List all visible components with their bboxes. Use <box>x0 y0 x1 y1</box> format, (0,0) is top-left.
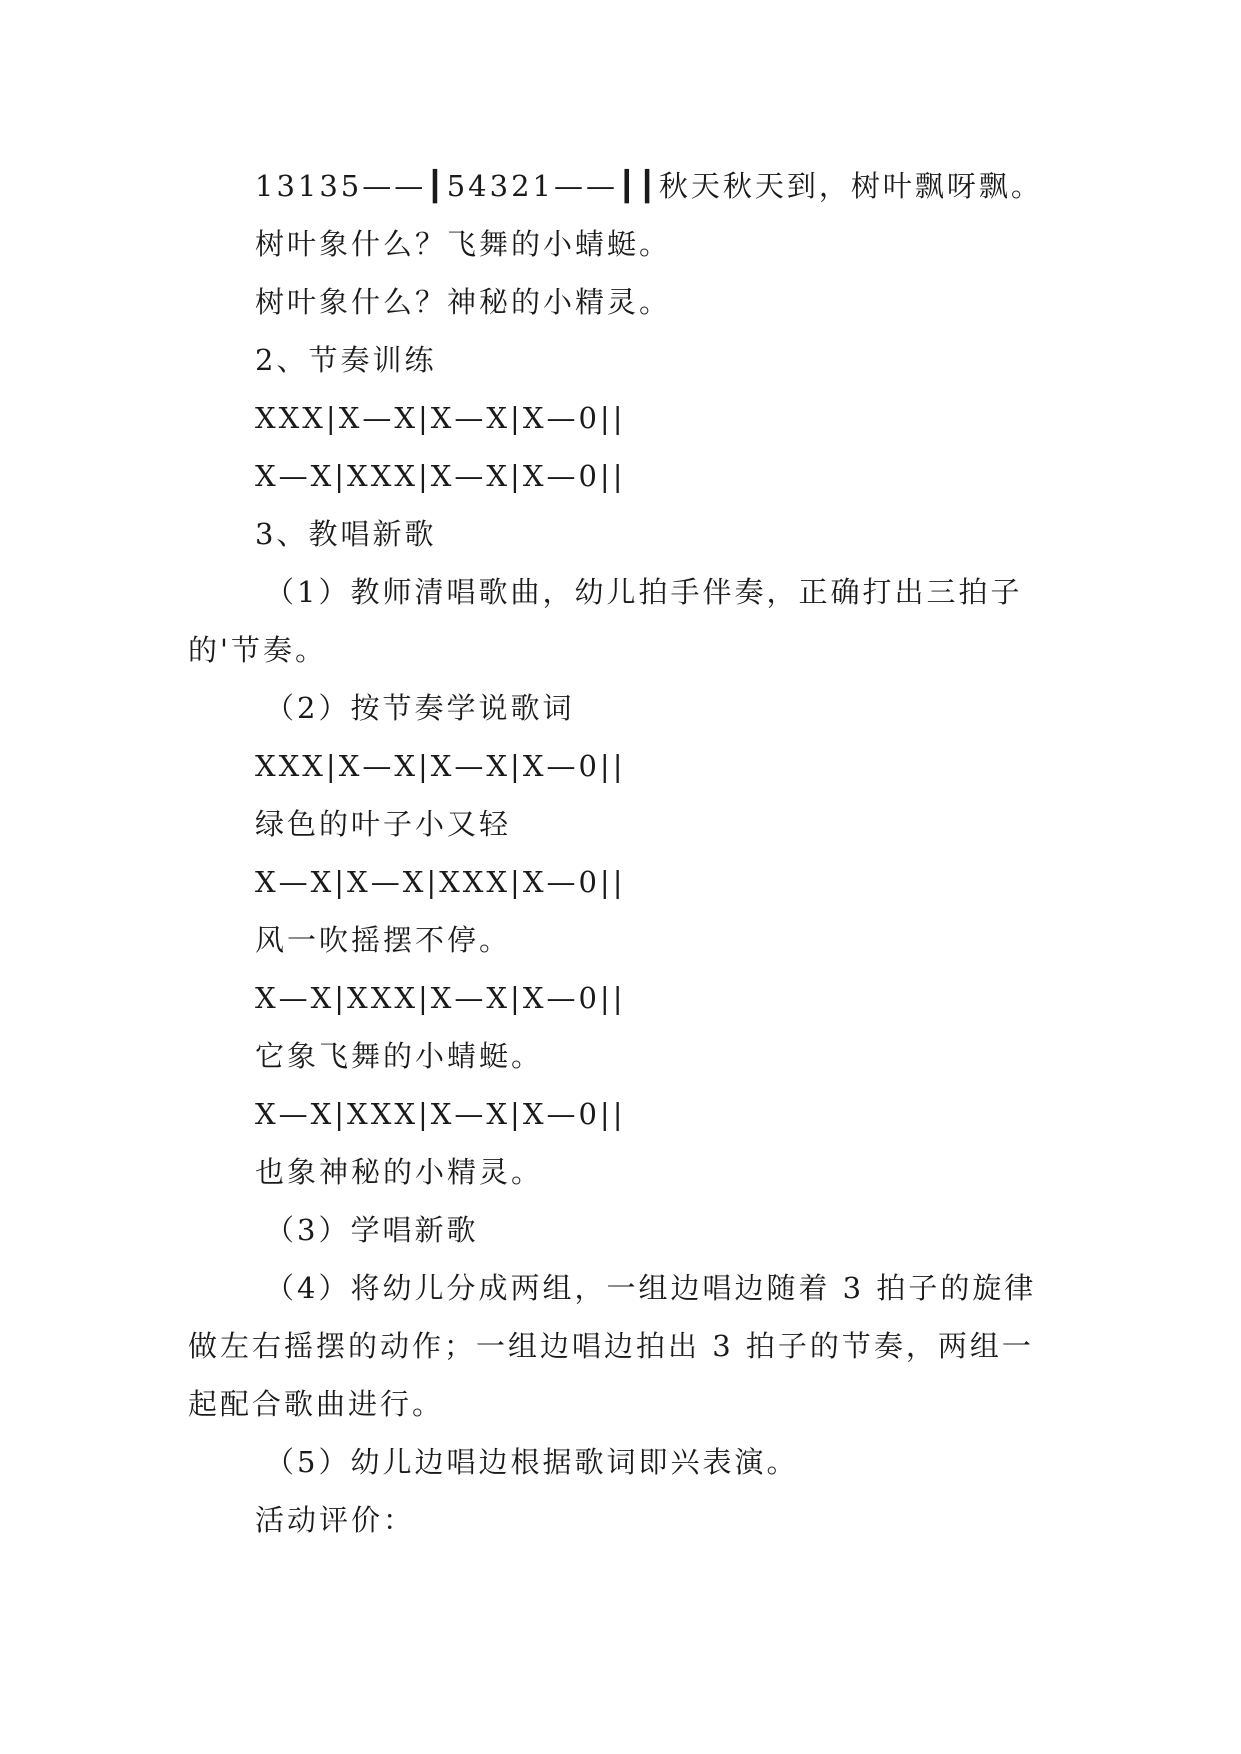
section-heading: 2、节奏训练 <box>255 343 437 377</box>
paragraph-line: 做左右摇摆的动作；一组边唱边拍出 3 拍子的节奏，两组一 <box>188 1329 1034 1363</box>
lyric-line: 它象飞舞的小蜻蜓。 <box>255 1039 544 1073</box>
notation-lyric-line: 13135——┃54321——┃┃秋天秋天到，树叶飘呀飘。 <box>255 169 1043 203</box>
paragraph-line: （2）按节奏学说歌词 <box>265 691 575 725</box>
paragraph-line: （3）学唱新歌 <box>265 1213 479 1247</box>
paragraph-line: 起配合歌曲进行。 <box>188 1387 445 1421</box>
paragraph-line: （4）将幼儿分成两组，一组边唱边随着 3 拍子的旋律 <box>265 1271 1037 1305</box>
section-heading: 活动评价： <box>255 1503 416 1537</box>
paragraph-line: 的'节奏。 <box>188 633 327 667</box>
lyric-line: 也象神秘的小精灵。 <box>255 1155 544 1189</box>
rhythm-line: XXX|X—X|X—X|X—0|| <box>255 749 626 783</box>
paragraph-line: （5）幼儿边唱边根据歌词即兴表演。 <box>265 1445 799 1479</box>
lyric-line: 风一吹摇摆不停。 <box>255 923 512 957</box>
paragraph-line: （1）教师清唱歌曲，幼儿拍手伴奏，正确打出三拍子 <box>265 575 1023 609</box>
lyric-line: 绿色的叶子小又轻 <box>255 807 512 841</box>
lyric-line: 树叶象什么？飞舞的小蜻蜓。 <box>255 227 672 261</box>
section-heading: 3、教唱新歌 <box>255 517 437 551</box>
rhythm-line: XXX|X—X|X—X|X—0|| <box>255 401 626 435</box>
rhythm-line: X—X|XXX|X—X|X—0|| <box>255 459 626 493</box>
rhythm-line: X—X|XXX|X—X|X—0|| <box>255 981 626 1015</box>
rhythm-line: X—X|XXX|X—X|X—0|| <box>255 1097 626 1131</box>
lyric-line: 树叶象什么？神秘的小精灵。 <box>255 285 672 319</box>
rhythm-line: X—X|X—X|XXX|X—0|| <box>255 865 626 899</box>
